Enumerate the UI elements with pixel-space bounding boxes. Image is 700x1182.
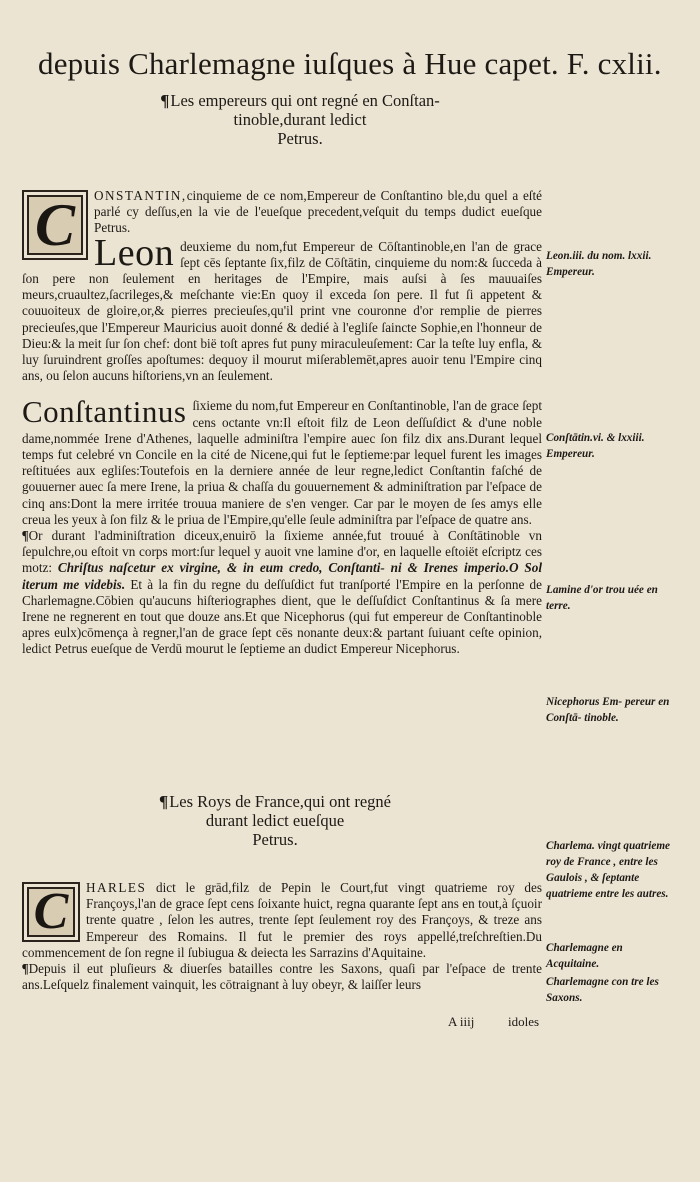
decorated-initial-c: C <box>22 882 80 942</box>
margin-note-saxons: Charlemagne con tre les Saxons. <box>546 976 659 1004</box>
lead-word-leon: Leon <box>94 231 175 274</box>
decorated-initial-c: C <box>22 190 88 260</box>
margin-note-nicephorus: Nicephorus Em- pereur en Conſtā- tinoble. <box>546 696 670 724</box>
pilcrow-icon: ¶ <box>160 91 170 110</box>
section-heading-emperors: ¶Les empereurs qui ont regné en Conſtan- tinoble,durant ledict Petrus. <box>160 91 440 148</box>
lead-word-constantinus: Conſtantinus <box>22 394 187 430</box>
paragraph-leon: Leon deuxieme du nom,fut Empereur de Cōſtantinoble,en l'an de grace ſept cēs ſeptante ſix,filz de Cōſtātin, cinquieme du nom:& ſucceda à ſon pere non ſeulement en heritages de l'Empire, mais auſsi à ſes mauuaiſes meurs,cruaultez,ſacrileges,& meſchante vie:En quoy il exceda ſon pere. Il fut ſi appetent & couuoiteux de gloire,or,& pierres precieuſes,qu'il print vne couronne d'or remplie de pierres precieuſes,que l'Empereur Mauricius auoit donné & dedié à l'egliſe ſaincte Sophie,en l'honneur de Dieu:& la meit ſur ſon chef: dont bië toſt apres fut puny miraculeuſement: Car la teſte luy enfla, & luy ſuruindrent groſſes apoſtumes: dequoy il mourut miſerablemēt,apres auoir tenu l'Empire cinq ans, ou ſelon aucuns hiſtoriens,vn an ſeulement. <box>22 231 542 384</box>
paragraph-constantinus: Conſtantinus ſixieme du nom,fut Empereur en Conſtantinoble, l'an de grace ſept cens octante vn:Il eſtoit filz de Leon deſſuſdict & d'une noble dame,nommée Irene d'Athenes, laquelle adminiſtra l'empire auec ſon filz dix ans.Durant lequel temps fut celebré vn Concile en la cité de Nicene,qui fut le ſeptieme:par lequel furent les images reſtituées aux egliſes:Toutefois en la derniere année de leur regne,ledict Conſtantin faſché de gouuerner auec ſa mere Irene, la priua & chaſſa du gouuernement & adminiſtration par l'eſpace de cinq ans:Dont la mere irritée trouua maniere de s'en venger. Car par le moyen de ſes amys elle creua les yeux à ſon filz & le priua de l'Empire,qu'elle ſeule adminiſtra par l'eſpace de quatre ans. <box>22 394 542 527</box>
margin-note-leon: Leon.iii. du nom. lxxii. Empereur. <box>546 250 652 278</box>
section2-body <box>22 880 542 993</box>
catchword: idoles <box>508 1014 540 1029</box>
pilcrow-icon: ¶ <box>22 528 29 544</box>
margin-note-aquitaine: Charlemagne en Acquitaine. <box>546 942 623 970</box>
margin-note-constantin: Conſtātin.vi. & lxxiii. Empereur. <box>546 432 645 460</box>
signature-mark: A iiij <box>448 1014 475 1029</box>
paragraph-lamine: ¶Or durant l'adminiſtration diceux,enuirō la ſixieme année,fut trouué à Conſtātinoble vn ſepulchre,ou eſtoit vn corps mort:ſur lequel y auoit vne lamine d'or, en laquelle eſtoiët eſcriptz ces motz: Chriſtus naſcetur ex virgine, & in eum credo, Conſtanti- ni & Irenes imperio.O Sol iterum me videbis. Et à la fin du regne du deſſuſdict fut tranſporté l'Empire en la perſonne de Charlemagne.Cōbien qu'aucuns hiſteriographes dient, que le deſſuſdict Conſtantinus & ſa mere Irene ne regnerent en tout que douze ans.Et que Nicephorus (qui fut empereur de Conſtantinoble apres eulx)cōmença à regner,l'an de grace ſept cēs nonante deux:& partant ſuiuant ceſte opinion, ledict Petrus eueſque de Verdū mourut le ſeptieme an dudict Empereur Nicephorus. <box>22 528 542 657</box>
paragraph-constantin-v: C ONSTANTIN,cinquieme de ce nom,Empereur de Conſtantino ble,du quel a eſté parlé cy deſſus,en la vie de l'eueſque precedent,veſquit du temps dudict eueſque Petrus. <box>22 188 542 237</box>
section-heading-kings: ¶Les Roys de France,qui ont regné durant ledict eueſque Petrus. <box>159 792 391 849</box>
inscription-quote: Chriſtus naſcetur ex virgine, & in eum credo, Conſtanti- ni & Irenes imperio.O Sol iterum me videbis. <box>22 560 542 592</box>
running-head: depuis Charlemagne iuſques à Hue capet. F. cxlii. <box>38 46 662 81</box>
paragraph-saxons: ¶Depuis il eut pluſieurs & diuerſes batailles contre les Saxons, quaſi par l'eſpace de trente ans.Leſquelz finalement vainquit, les cōtraignant à luy obeyr, & laiſſer leurs <box>22 961 542 993</box>
margin-note-charlemagne: Charlema. vingt quatrieme roy de France , entre les Gaulois , & ſeptante quatrieme entre les autres. <box>546 840 671 900</box>
margin-note-lamine: Lamine d'or trou uée en terre. <box>546 584 658 612</box>
paragraph-charles: C HARLES dict le grād,filz de Pepin le Court,fut vingt quatrieme roy des Françoys,l'an de grace ſept cens ſoixante huict, regna quarante ſept ans en tout,à ſçuoir trente quatre , ſelon les autres, trente ſept ſeulement roy des Françoys, & treze ans Empereur des Romains. Il fut le premier des roys appellé,treſchreſtien.Du commencement de ſon regne il ſubiugua & deiecta les Sarrazins d'Aquitaine. <box>22 880 543 960</box>
pilcrow-icon: ¶ <box>22 961 29 977</box>
section1-body <box>22 188 542 658</box>
pilcrow-icon: ¶ <box>159 792 169 811</box>
